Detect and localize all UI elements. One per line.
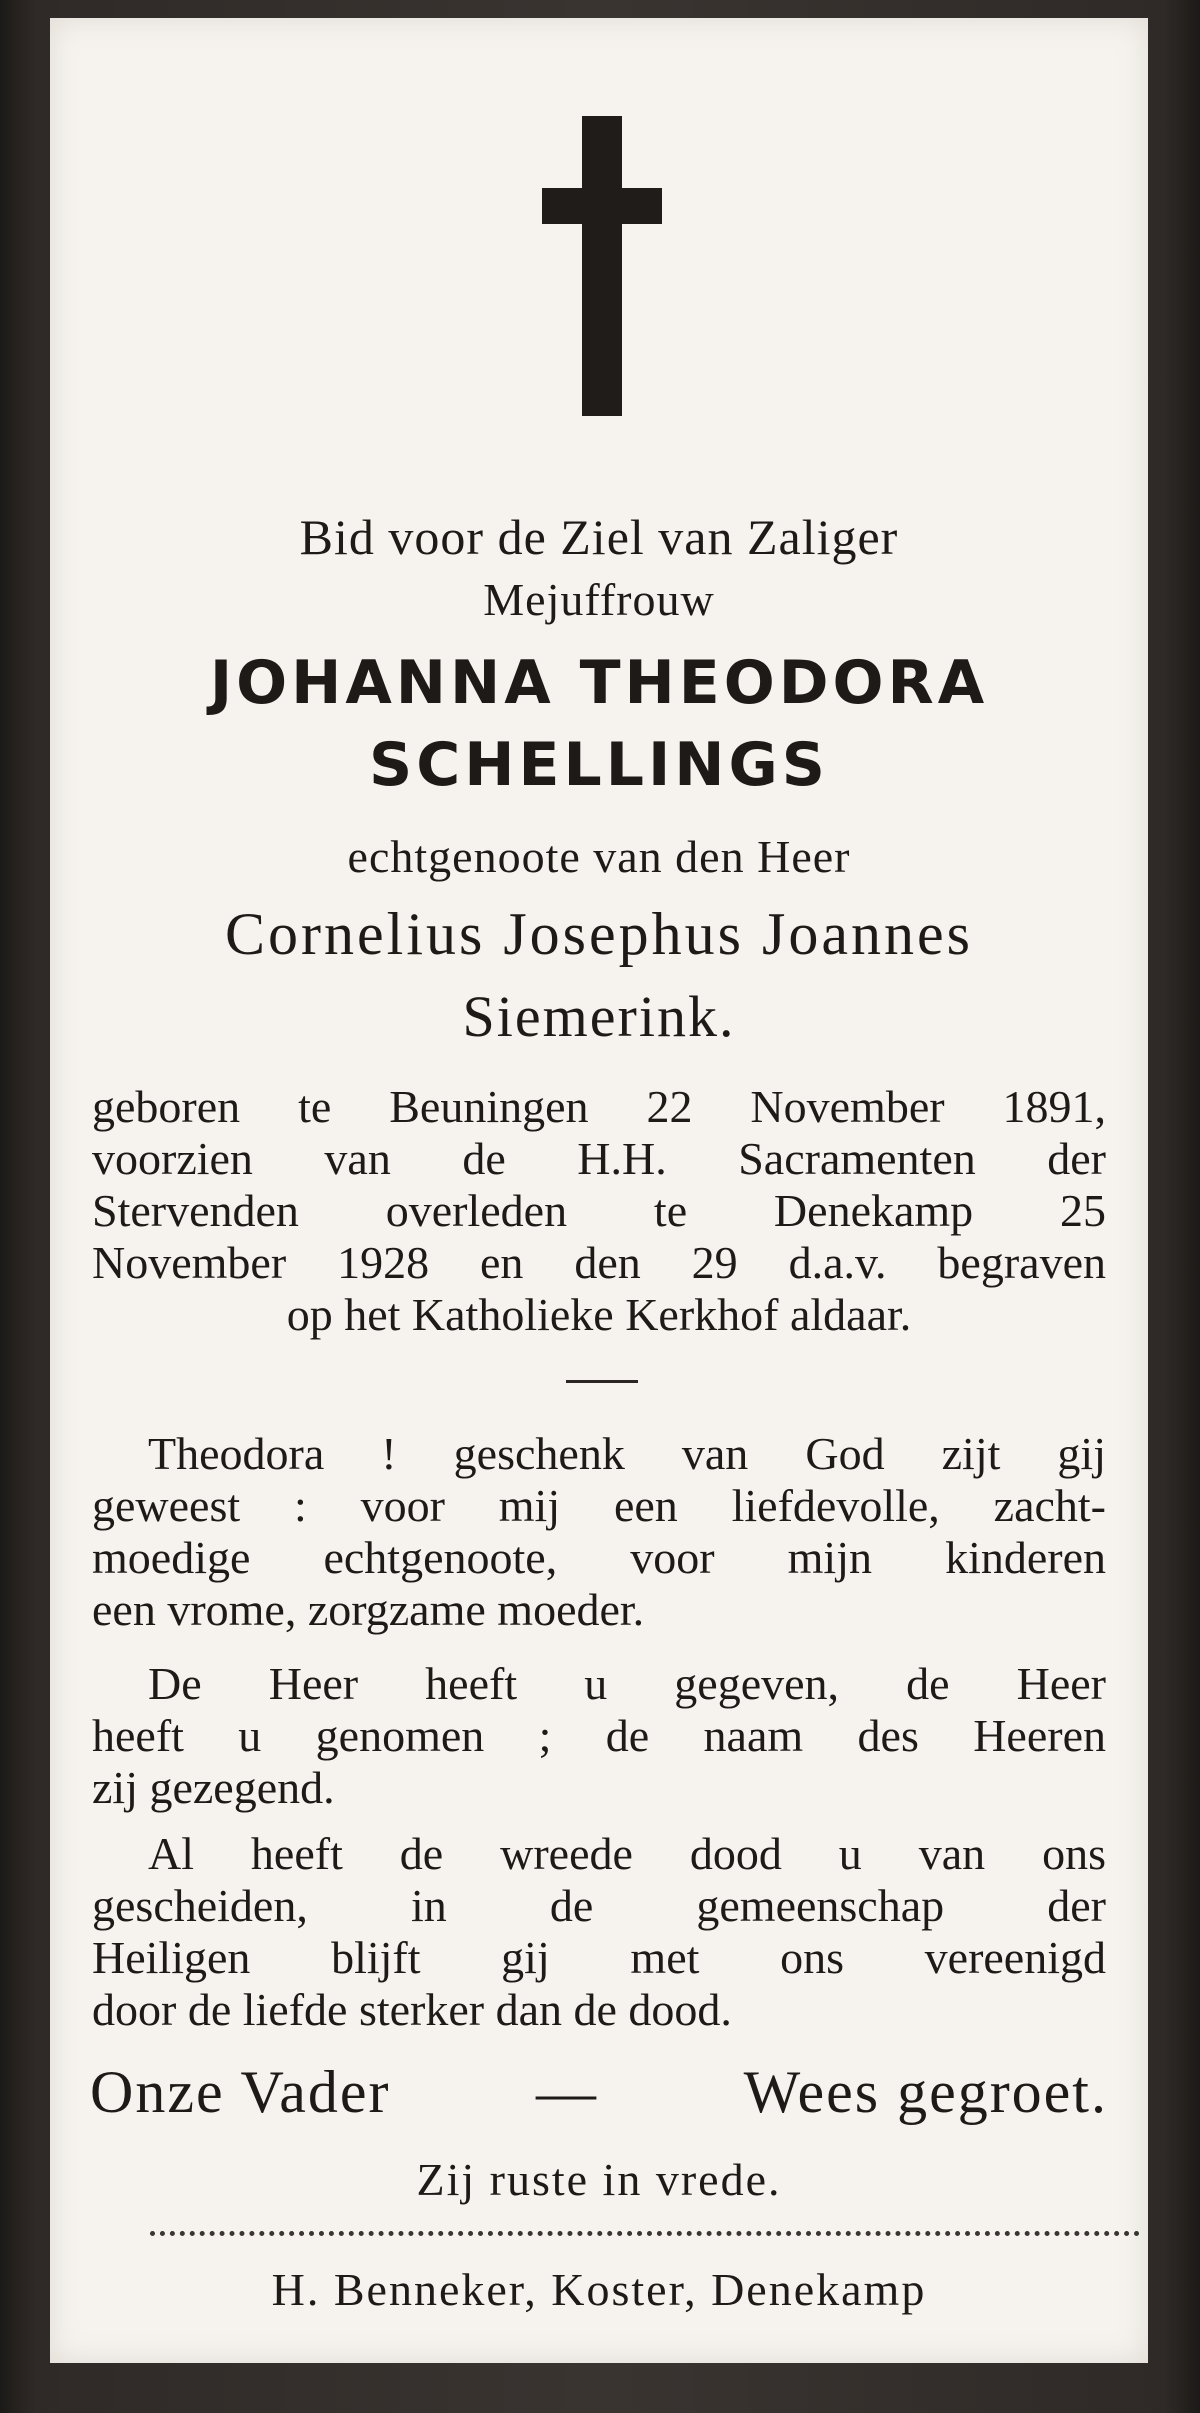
paragraph-line: De Heer heeft u gegeven, de Heer [148,1658,1106,1709]
prayer-onze-vader: Onze Vader [90,2059,391,2125]
paragraph-theodora [92,1428,1106,1636]
biography [92,1081,1106,1341]
paragraph-line: Theodora ! geschenk van God zijt gij [148,1428,1106,1479]
bio-line: op het Katholieke Kerkhof aldaar. [286,1289,912,1340]
bio-line: Stervenden overleden te Denekamp 25 [92,1185,1106,1236]
paragraph-line: moedige echtgenoote, voor mijn kinderen [92,1532,1106,1583]
paragraph-line: gescheiden, in de gemeenschap der [92,1880,1106,1931]
paragraph-line: heeft u genomen ; de naam des Heeren [92,1710,1106,1761]
rest-in-peace: Zij ruste in vrede. [416,2154,782,2205]
bio-line: geboren te Beuningen 22 November 1891, [92,1081,1106,1132]
cross-vertical-bar [582,116,622,416]
spouse-name-first: Cornelius Josephus Joannes [225,901,973,967]
paragraph-line: geweest : voor mij een liefdevolle, zacht- [92,1480,1106,1531]
honorific-title: Mejuffrouw [483,574,715,625]
spouse-intro: echtgenoote van den Heer [347,831,851,882]
paragraph-line: Heiligen blijft gij met ons vereenigd [92,1932,1106,1983]
paragraph-de-heer [92,1658,1106,1814]
prayer-intro: Bid voor de Ziel van Zaliger [299,509,899,565]
paragraph-line: Al heeft de wreede dood u van ons [148,1828,1106,1879]
section-divider [566,1380,638,1383]
paragraph-line: zij gezegend. [92,1762,335,1813]
printer-credit: H. Benneker, Koster, Denekamp [271,2264,927,2315]
bio-line: voorzien van de H.H. Sacramenten der [92,1133,1106,1184]
memorial-card [50,18,1148,2363]
bio-line: November 1928 en den 29 d.a.v. begraven [92,1237,1106,1288]
prayer-dash: — [536,2059,599,2125]
cross-horizontal-bar [542,188,662,224]
deceased-name-first: JOHANNA THEODORA [209,648,989,718]
prayer-line [90,2058,1108,2127]
deceased-name-last: SCHELLINGS [369,730,829,800]
paragraph-line: een vrome, zorgzame moeder. [92,1584,645,1635]
prayer-wees-gegroet: Wees gegroet. [743,2059,1108,2125]
dotted-divider [150,2231,1140,2236]
paragraph-al-heeft [92,1828,1106,2036]
paragraph-line: door de liefde sterker dan de dood. [92,1984,732,2035]
spouse-name-last: Siemerink. [462,984,736,1049]
